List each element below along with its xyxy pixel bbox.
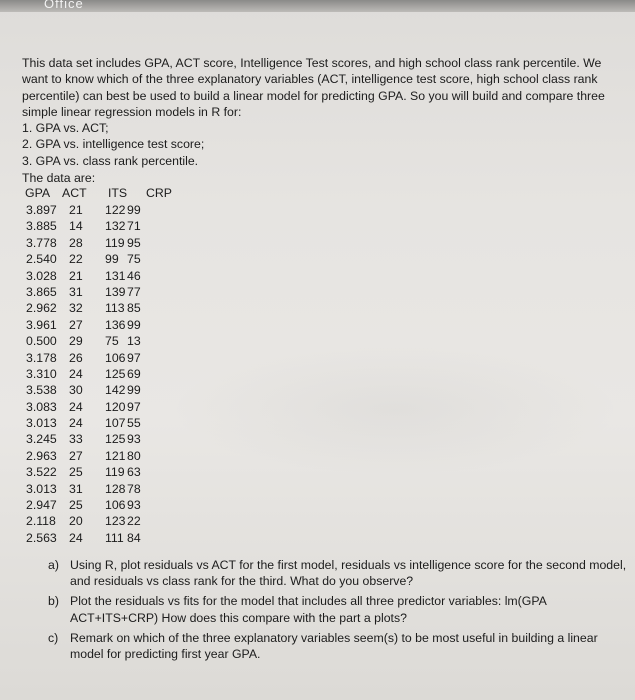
question-mark: a) bbox=[48, 558, 59, 572]
office-ghost-text: Office bbox=[44, 0, 84, 11]
cell-gpa: 3.885 bbox=[26, 219, 57, 234]
cell-act: 25 bbox=[69, 465, 83, 480]
cell-gpa: 3.865 bbox=[26, 284, 57, 299]
cell-crp: 99 bbox=[127, 317, 141, 332]
cell-gpa: 3.310 bbox=[26, 366, 57, 381]
cell-its: 131 bbox=[105, 268, 126, 283]
cell-its: 119 bbox=[105, 465, 125, 480]
header-act: ACT bbox=[62, 186, 87, 200]
cell-its: 107 bbox=[105, 416, 126, 431]
cell-act: 26 bbox=[69, 350, 83, 365]
cell-act: 32 bbox=[69, 301, 83, 316]
header-gpa: GPA bbox=[25, 186, 51, 200]
cell-act: 28 bbox=[69, 235, 83, 250]
cell-gpa: 2.118 bbox=[26, 514, 56, 529]
question-mark: b) bbox=[48, 594, 59, 609]
cell-crp: 85 bbox=[127, 301, 141, 316]
cell-act: 24 bbox=[69, 366, 83, 381]
cell-crp: 99 bbox=[127, 203, 141, 217]
cell-act: 29 bbox=[69, 334, 83, 349]
cell-gpa: 3.083 bbox=[26, 399, 57, 414]
cell-its: 99 bbox=[105, 252, 119, 267]
question-text: Plot the residuals vs fits for the model that includes all three predictor variables: lm(GPA ACT+ITS+CRP) How does this compare with the part a plots? bbox=[70, 594, 547, 625]
cell-act: 25 bbox=[69, 498, 83, 513]
cell-act: 31 bbox=[69, 481, 83, 496]
cell-its: 139 bbox=[105, 284, 126, 299]
cell-crp: 80 bbox=[127, 448, 141, 463]
cell-gpa: 3.897 bbox=[26, 203, 57, 217]
cell-gpa: 3.778 bbox=[26, 235, 57, 250]
cell-gpa: 2.963 bbox=[26, 448, 57, 463]
cell-its: 121 bbox=[105, 448, 126, 463]
cell-its: 128 bbox=[105, 481, 126, 496]
cell-its: 75 bbox=[105, 334, 119, 349]
cell-its: 123 bbox=[105, 514, 126, 529]
cell-its: 142 bbox=[105, 383, 126, 398]
cell-act: 33 bbox=[69, 432, 83, 447]
cell-act: 24 bbox=[69, 530, 83, 545]
cell-crp: 75 bbox=[127, 252, 141, 267]
cell-gpa: 3.522 bbox=[26, 465, 57, 480]
question-b bbox=[48, 593, 633, 625]
cell-gpa: 2.962 bbox=[26, 301, 57, 316]
cell-its: 106 bbox=[105, 350, 126, 365]
header-crp: CRP bbox=[146, 186, 172, 200]
cell-its: 119 bbox=[105, 235, 125, 250]
cell-act: 27 bbox=[69, 317, 83, 332]
cell-its: 111 bbox=[105, 530, 124, 545]
cell-crp: 78 bbox=[127, 481, 141, 496]
cell-act: 30 bbox=[69, 383, 83, 398]
cell-crp: 63 bbox=[127, 465, 141, 480]
cell-gpa: 3.178 bbox=[26, 350, 57, 365]
cell-crp: 46 bbox=[127, 268, 141, 283]
cell-crp: 93 bbox=[127, 432, 141, 447]
cell-act: 14 bbox=[69, 219, 83, 234]
cell-act: 21 bbox=[69, 203, 83, 217]
cell-gpa: 3.013 bbox=[26, 481, 57, 496]
cell-crp: 77 bbox=[127, 284, 141, 299]
cell-crp: 71 bbox=[127, 219, 141, 234]
cell-act: 31 bbox=[69, 284, 83, 299]
cell-act: 24 bbox=[69, 399, 83, 414]
cell-its: 125 bbox=[105, 432, 126, 447]
question-list bbox=[48, 557, 633, 666]
cell-crp: 93 bbox=[127, 498, 141, 513]
cell-gpa: 2.947 bbox=[26, 498, 57, 513]
cell-crp: 95 bbox=[127, 235, 141, 250]
question-c bbox=[48, 630, 633, 662]
cell-gpa: 2.563 bbox=[26, 530, 57, 545]
cell-gpa: 3.245 bbox=[26, 432, 57, 447]
cell-its: 120 bbox=[105, 399, 126, 414]
cell-its: 106 bbox=[105, 498, 126, 513]
model-item: 2. GPA vs. intelligence test score; bbox=[22, 137, 205, 152]
cell-act: 24 bbox=[69, 416, 83, 431]
cell-its: 113 bbox=[105, 301, 125, 316]
question-mark: c) bbox=[48, 630, 59, 645]
cell-its: 136 bbox=[105, 317, 126, 332]
bleed-through-shadow bbox=[170, 345, 620, 475]
header-its: ITS bbox=[108, 186, 128, 200]
cell-gpa: 2.540 bbox=[26, 252, 57, 267]
question-text: Remark on which of the three explanatory variables seem(s) to be most useful in building a linear model for predicting first year GPA. bbox=[70, 630, 598, 662]
cell-act: 22 bbox=[69, 252, 83, 267]
cell-crp: 97 bbox=[127, 350, 141, 365]
model-item: 3. GPA vs. class rank percentile. bbox=[22, 153, 199, 168]
cell-gpa: 3.013 bbox=[26, 416, 57, 431]
cell-gpa: 3.538 bbox=[26, 383, 57, 398]
model-item: 1. GPA vs. ACT; bbox=[22, 121, 109, 135]
cell-crp: 84 bbox=[127, 530, 141, 545]
cell-its: 132 bbox=[105, 219, 126, 234]
cell-crp: 99 bbox=[127, 383, 141, 398]
cell-crp: 13 bbox=[127, 334, 141, 349]
cell-its: 122 bbox=[105, 203, 126, 217]
intro-paragraph: This data set includes GPA, ACT score, Intelligence Test scores, and high school class rank percentile. We want to know which of the three explanatory variables (ACT, intelligence test score, high school class rank percentile) can best be used to build a linear model for predicting GPA. So you will build and compare three simple linear regression models in R for: bbox=[22, 56, 605, 120]
cell-act: 21 bbox=[69, 268, 83, 283]
cell-crp: 22 bbox=[127, 514, 141, 529]
cell-crp: 97 bbox=[127, 399, 141, 414]
data-intro: The data are: bbox=[22, 171, 96, 185]
cell-crp: 69 bbox=[127, 366, 141, 381]
cell-its: 125 bbox=[105, 366, 126, 381]
cell-crp: 55 bbox=[127, 416, 141, 431]
question-a bbox=[48, 557, 633, 589]
cell-act: 20 bbox=[69, 514, 83, 529]
question-text: Using R, plot residuals vs ACT for the first model, residuals vs intelligence score for the second model, and residuals vs class rank for the third. What do you observe? bbox=[70, 558, 627, 589]
cell-gpa: 0.500 bbox=[26, 334, 57, 349]
model-list bbox=[22, 120, 204, 169]
cell-gpa: 3.961 bbox=[26, 317, 57, 332]
cell-act: 27 bbox=[69, 448, 83, 463]
cell-gpa: 3.028 bbox=[26, 268, 57, 283]
